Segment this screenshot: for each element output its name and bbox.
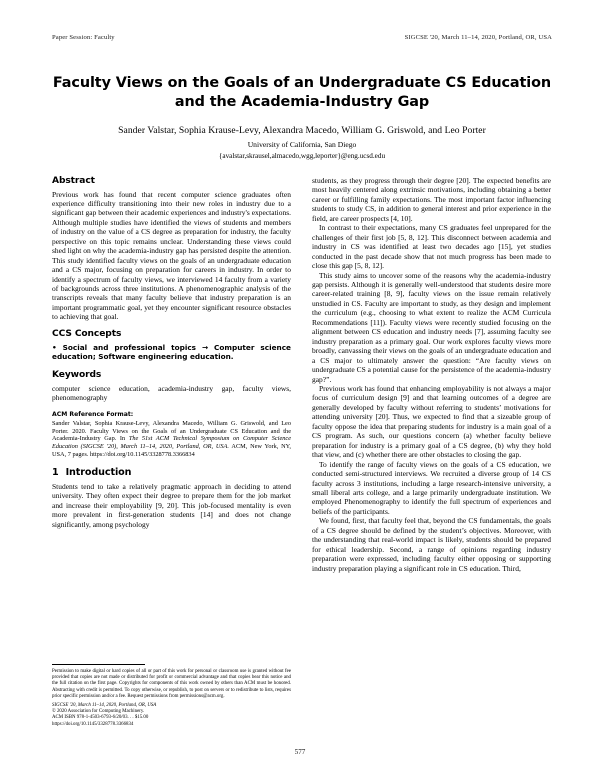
- right-column: [312, 176, 551, 728]
- title-block: [52, 74, 552, 161]
- running-header-right: SIGCSE '20, March 11–14, 2020, Portland, OR, USA: [404, 34, 552, 41]
- footnote-rule: [52, 664, 145, 665]
- acm-reference-part-2: ACM, New York, NY, USA, 7 pages. https://doi.org/10.1145/3328778.3366834: [52, 443, 291, 458]
- permission-copyright: © 2020 Association for Computing Machinery.: [52, 709, 145, 715]
- running-header-left: Paper Session: Faculty: [52, 34, 115, 41]
- author-list: Sander Valstar, Sophia Krause-Levy, Alexandra Macedo, William G. Griswold, and Leo Porter: [118, 125, 486, 136]
- permission-isbn: ACM ISBN 978-1-4503-6793-6/20/03. . . $15.00: [52, 715, 149, 721]
- abstract-heading: Abstract: [52, 176, 95, 186]
- keywords-heading: Keywords: [52, 370, 102, 381]
- permission-footnote: [52, 664, 291, 728]
- section-heading-introduction: [52, 467, 291, 478]
- right-paragraph-1: students, as they progress through their degree [20]. The expected benefits are most heavily centered along extrinsic motivations, including obtaining a better career or fulfilling family expectations. The most important factor influencing students to study CS, in addition to general interest and prior experience in the field, are career prospects [4, 10].: [312, 176, 551, 223]
- right-paragraph-3: This study aims to uncover some of the reasons why the academia-industry gap persists. Although it is generally well-understood that students desire more career-related training [8, 9], faculty views on the issue remain relatively unstudied in CS. Faculty are important to study, as they design and implement the curriculum (e.g., choosing to what extent to realize the ACM Curricula Recommendations [11]). Faculty views were recently studied focusing on the alignment between CS education and industry needs [7], assuming faculty see industry preparation as a primary goal. Our work explores faculty views more broadly, canvassing their views on the goals of an undergraduate education and a CS major to ultimately answer the question: “Are faculty views on undergraduate CS a potential cause for the persistence of the academia-industry gap?”.: [312, 270, 551, 384]
- right-paragraph-2: In contrast to their expectations, many CS graduates feel unprepared for the challenges of their first job [5, 8, 12]. This disconnect between academia and industry in CS was identified at least two decades ago [15], yet studies conducted in the past decade show that not much progress has been made to close this gap [5, 8, 12].: [312, 223, 551, 271]
- permission-statement: Permission to make digital or hard copies of all or part of this work for personal or classroom use is granted without fee provided that copies are not made or distributed for profit or commercial advantage and that copies bear this notice and the full citation on the first page. Copyrights for components of this work owned by others than ACM must be honored. Abstracting with credit is permitted. To copy otherwise, or republish, to post on servers or to redistribute to lists, requires prior specific permission and/or a fee. Request permissions from permissions@acm.org.: [52, 668, 291, 700]
- acm-reference-venue: The 51st ACM Technical Symposium on Computer Science Education (SIGCSE '20), March 11–14, 2020, Portland, OR, USA.: [52, 435, 291, 451]
- running-header: [52, 34, 552, 41]
- right-paragraph-6: We found, first, that faculty feel that, beyond the CS fundamentals, the goals of a CS degree should be defined by the student’s objectives. Moreover, with the understanding that real-world impact is likely, students should be prepared for ethical leadership. Second, a range of opinions regarding industry preparation were expressed, including faculty either opposing or supporting industry preparation playing a significant role in CS education. Third,: [312, 516, 551, 573]
- acm-reference-part-1: Sander Valstar, Sophia Krause-Levy, Alexandra Macedo, William G. Griswold, and Leo Porter. 2020. Faculty Views on the Goals of an Undergraduate CS Education and the Academia-Industry Gap. In: [52, 419, 291, 443]
- ccs-category: Social and professional topics: [62, 342, 196, 352]
- page-title: [52, 74, 552, 112]
- author-emails: {avalstar,skrausel,almacedo,wgg,leporter}@eng.ucsd.edu: [218, 151, 386, 160]
- body-columns: [52, 176, 552, 728]
- section-number: 1: [52, 467, 59, 479]
- right-paragraph-4: Previous work has found that enhancing employability is not always a major focus of curriculum design [9] and that learning outcomes of a degree are generally developed by faculty without referring to students’ motivations for attending university [20]. Thus, we expected to find that a sizeable group of faculty oppose the idea that preparing students for industry is a main goal of a CS program. As such, our questions concern (a) whether faculty believe preparation for industry is a primary goal of a CS degree, (b) why they hold that view, and (c) whether there are other obstacles to closing the gap.: [312, 383, 551, 460]
- page-number: 577: [294, 748, 306, 756]
- permission-venue: SIGCSE '20, March 11–14, 2020, Portland, OR, USA: [52, 702, 157, 708]
- ccs-arrow-icon: →: [201, 342, 209, 352]
- paper-title-line-2: and the Academia-Industry Gap: [174, 94, 430, 110]
- paper-title-line-1: Faculty Views on the Goals of an Undergraduate CS Education: [52, 75, 552, 91]
- introduction-paragraph-1: Students tend to take a relatively pragmatic approach in deciding to attend university. They often expect their degree to prepare them for the job market and increase their employability [9, 20]. This job-focused mentality is even more prevalent in first-generation students [14] and does not change significantly, among psychology: [52, 481, 291, 529]
- section-title: Introduction: [65, 467, 132, 479]
- abstract-text: Previous work has found that recent computer science graduates often experience difficulty transitioning into their new roles in industry due to a significant gap between their academic experiences and industry's expectations. Although multiple studies have identified the views of students and members of industry on the value of a CS degree as preparation for industry, the faculty perspective on this topic remains unclear. Understanding these views could shed light on why the academia-industry gap has persisted despite the attention. This study identified faculty views on the goals of an undergraduate education and a CS major, focusing on preparation for careers in industry. In order to identify a spectrum of faculty views, we interviewed 14 faculty from a variety of backgrounds across three institutions. A phenomenographic analysis of the transcripts reveals that many faculty believe that industry preparation is an important programmatic goal, yet they encounter significant resource obstacles to achieving that goal.: [52, 189, 291, 322]
- ccs-concepts-item: [52, 343, 291, 362]
- permission-doi: https://doi.org/10.1145/3328778.3366834: [52, 721, 134, 727]
- ccs-subcategory: Computer science education; Software engineering education.: [52, 342, 291, 362]
- ccs-concepts-heading: CCS Concepts: [52, 329, 122, 340]
- right-paragraph-5: To identify the range of faculty views on the goals of a CS education, we conducted semi-structured interviews. We recruited a diverse group of 14 CS faculty across 3 institutions, including a large research-intensive university, a small liberal arts college, and a large primarily undergraduate institution. We employed Phenomenography to identify the full spectrum of experiences and beliefs of the participants.: [312, 459, 551, 516]
- ccs-bullet: •: [52, 342, 57, 352]
- keywords-text: computer science education, academia-industry gap, faculty views, phenomenography: [52, 383, 291, 402]
- acm-reference-heading: ACM Reference Format:: [52, 411, 134, 419]
- affiliation: University of California, San Diego: [247, 139, 357, 149]
- left-column: [52, 176, 291, 728]
- acm-reference-text: [52, 420, 291, 459]
